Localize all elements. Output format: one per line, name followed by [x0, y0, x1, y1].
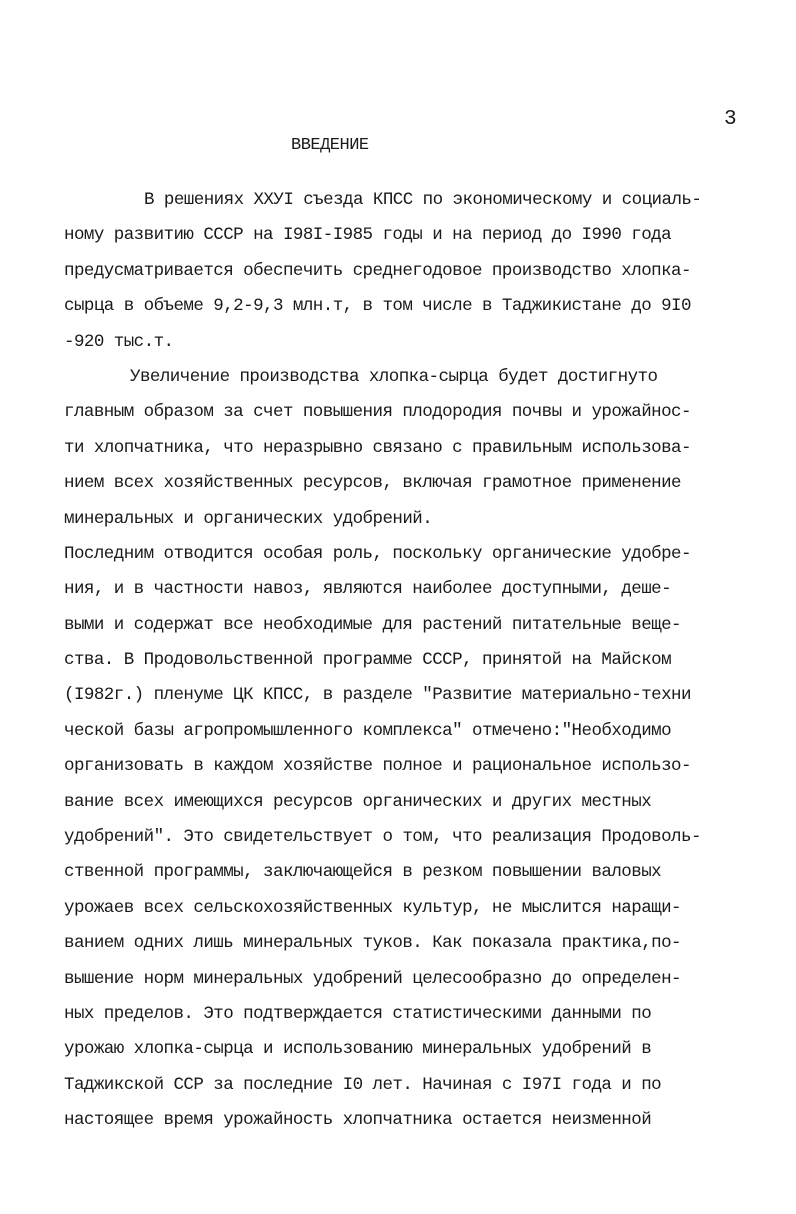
- text-line: минеральных и органических удобрений.: [64, 508, 433, 529]
- text-line: настоящее время урожайность хлопчатника остается неизменной: [64, 1110, 652, 1131]
- text-line: ному развитию СССР на I98I-I985 годы и на период до I990 года: [64, 225, 672, 246]
- text-line: ния, и в частности навоз, являются наиболее доступными, деше-: [64, 579, 672, 600]
- text-line: ванием одних лишь минеральных туков. Как показала практика,по-: [64, 933, 682, 954]
- text-line: (I982г.) пленуме ЦК КПСС, в разделе "Развитие материально-техни: [64, 685, 691, 706]
- text-line: ных пределов. Это подтверждается статистическими данными по: [64, 1003, 652, 1024]
- text-line: ства. В Продовольственной программе СССР, принятой на Майском: [64, 650, 672, 671]
- text-line: удобрений". Это свидетельствует о том, что реализация Продоволь-: [64, 827, 701, 848]
- text-line: сырца в объеме 9,2-9,3 млн.т, в том числе в Таджикистане до 9I0: [64, 296, 691, 317]
- body-text: [64, 186, 764, 1142]
- text-line: ственной программы, заключающейся в резком повышении валовых: [64, 862, 662, 883]
- text-line: ти хлопчатника, что неразрывно связано с правильным использова-: [64, 437, 691, 458]
- text-line: главным образом за счет повышения плодородия почвы и урожайнос-: [64, 402, 691, 423]
- text-line: вание всех имеющихся ресурсов органических и других местных: [64, 791, 652, 812]
- text-line: ческой базы агропромышленного комплекса" отмечено:"Необходимо: [64, 720, 672, 741]
- text-line: -920 тыс.т.: [64, 331, 174, 352]
- page-number: 3: [724, 108, 737, 131]
- text-line: В решениях ХХУI съезда КПСС по экономическому и социаль-: [144, 190, 702, 210]
- text-line: организовать в каждом хозяйстве полное и рациональное использо-: [64, 756, 691, 777]
- text-line: урожаю хлопка-сырца и использованию минеральных удобрений в: [64, 1039, 652, 1060]
- text-line: вышение норм минеральных удобрений целесообразно до определен-: [64, 968, 682, 989]
- text-line: Увеличение производства хлопка-сырца будет достигнуто: [130, 366, 658, 387]
- text-line: предусматривается обеспечить среднегодовое производство хлопка-: [64, 260, 691, 281]
- text-line: выми и содержат все необходимые для растений питательные веще-: [64, 614, 682, 635]
- text-line: Таджикской ССР за последние I0 лет. Начиная с I97I года и по: [64, 1074, 662, 1095]
- text-line: Последним отводится особая роль, поскольку органические удобре-: [64, 543, 691, 564]
- text-line: урожаев всех сельскохозяйственных культур, не мыслится наращи-: [64, 897, 682, 918]
- text-line: нием всех хозяйственных ресурсов, включая грамотное применение: [64, 473, 682, 494]
- page-title: ВВЕДЕНИЕ: [291, 136, 369, 155]
